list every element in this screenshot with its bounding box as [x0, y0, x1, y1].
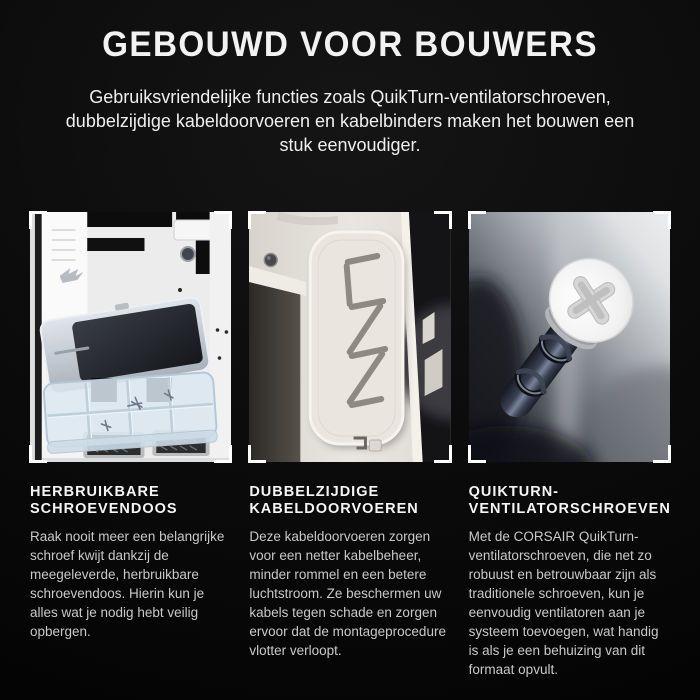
feature-card-fan-screws: [469, 212, 670, 679]
feature-body-screw-box: Raak nooit meer een belangrijke schroef kwijt dankzij de meegeleverde, herbruikbare schroevendoos. Hierin kun je alles wat je nodig hebt veilig opbergen.: [30, 529, 225, 639]
cable-routing-illustration: [249, 212, 450, 462]
fan-screw-illustration: [469, 212, 670, 462]
feature-grid: [0, 212, 700, 679]
cable-routing-photo: [249, 212, 450, 462]
feature-heading-cable-routing: DUBBELZIJDIGE KABELDOORVOEREN: [249, 484, 419, 517]
feature-heading-screw-box: HERBRUIKBARE SCHROEVENDOOS: [30, 484, 178, 517]
feature-body-fan-screws: Met de CORSAIR QuikTurn-ventilatorschroeven, die net zo robuust en betrouwbaar zijn als traditionele schroeven, kun je eenvoudig ventilatoren aan je systeem toevoegen, wat handig is als je een behuizing van dit formaat opvult.: [468, 529, 659, 677]
feature-body-cable-routing: Deze kabeldoorvoeren zorgen voor een netter kabelbeheer, minder rommel en een betere luchtstroom. Ze beschermen uw kabels tegen schade en zorgen ervoor dat de montageprocedure vlotter verloopt.: [249, 529, 446, 658]
page-subtitle: Gebruiksvriendelijke functies zoals QuikTurn-ventilatorschroeven, dubbelzijdige kabeldoorvoeren en kabelbinders maken het bouwen een stuk eenvoudiger.: [65, 87, 635, 155]
feature-card-screw-box: [30, 212, 231, 679]
page-title: GEBOUWD VOOR BOUWERS: [102, 25, 598, 64]
fan-screw-photo: [469, 212, 670, 462]
screw-box-illustration: [30, 212, 231, 462]
feature-heading-fan-screws: QUIKTURN-VENTILATORSCHROEVEN: [468, 484, 671, 517]
feature-card-cable-routing: [249, 212, 450, 679]
screw-box-photo: [30, 212, 231, 462]
